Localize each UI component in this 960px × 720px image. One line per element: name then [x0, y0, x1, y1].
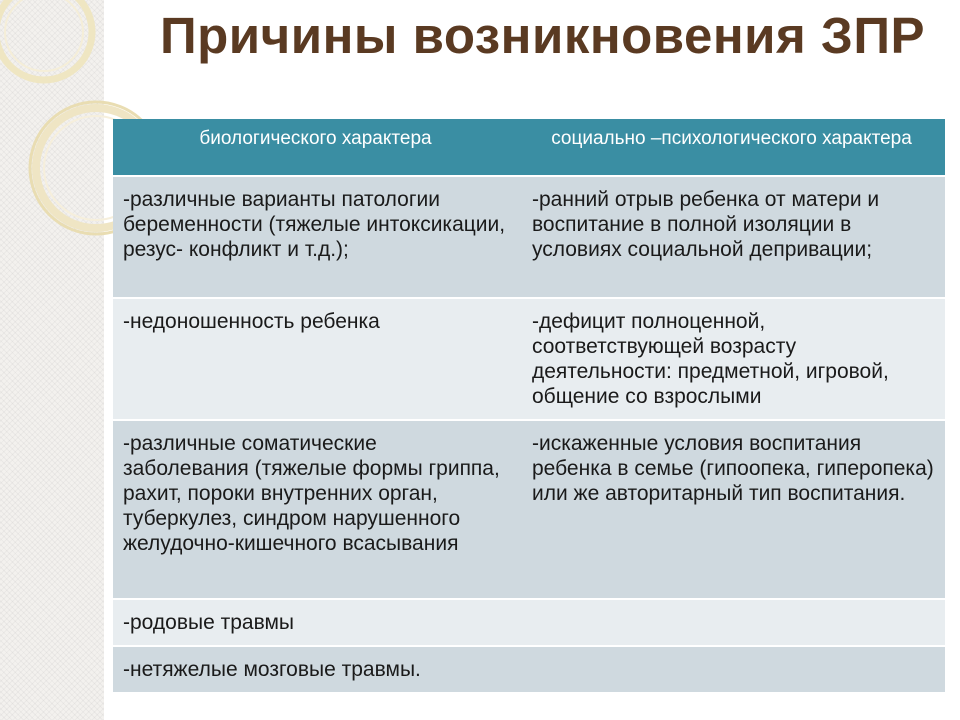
causes-table [113, 119, 945, 694]
table-cell: -искаженные условия воспитания ребенка в семье (гипоопека, гиперопека) или же авторитарный тип воспитания. [518, 420, 945, 599]
table-cell: -недоношенность ребенка [113, 298, 518, 420]
table-row [113, 599, 945, 646]
table-cell: -нетяжелые мозговые травмы. [113, 646, 518, 693]
table-cell: -различные варианты патологии беременности (тяжелые интоксикации, резус- конфликт и т.д.); [113, 176, 518, 298]
table-row [113, 420, 945, 599]
header-biological: биологического характера [113, 119, 518, 176]
table-cell [518, 599, 945, 646]
table-header-row [113, 119, 945, 176]
table-cell [518, 646, 945, 693]
table-row [113, 176, 945, 298]
table-row [113, 298, 945, 420]
table-row [113, 646, 945, 693]
top-circle-decoration [0, 0, 92, 80]
table-cell: -ранний отрыв ребенка от матери и воспитание в полной изоляции в условиях социальной депривации; [518, 176, 945, 298]
page-title: Причины возникновения ЗПР [160, 7, 926, 64]
header-social-psychological: социально –психологического характера [518, 119, 945, 176]
table-cell: -различные соматические заболевания (тяжелые формы гриппа, рахит, пороки внутренних орган, туберкулез, синдром нарушенного желудочно-кишечного всасывания [113, 420, 518, 599]
table-cell: -дефицит полноценной, соответствующей возрасту деятельности: предметной, игровой, общение со взрослыми [518, 298, 945, 420]
table-cell: -родовые травмы [113, 599, 518, 646]
